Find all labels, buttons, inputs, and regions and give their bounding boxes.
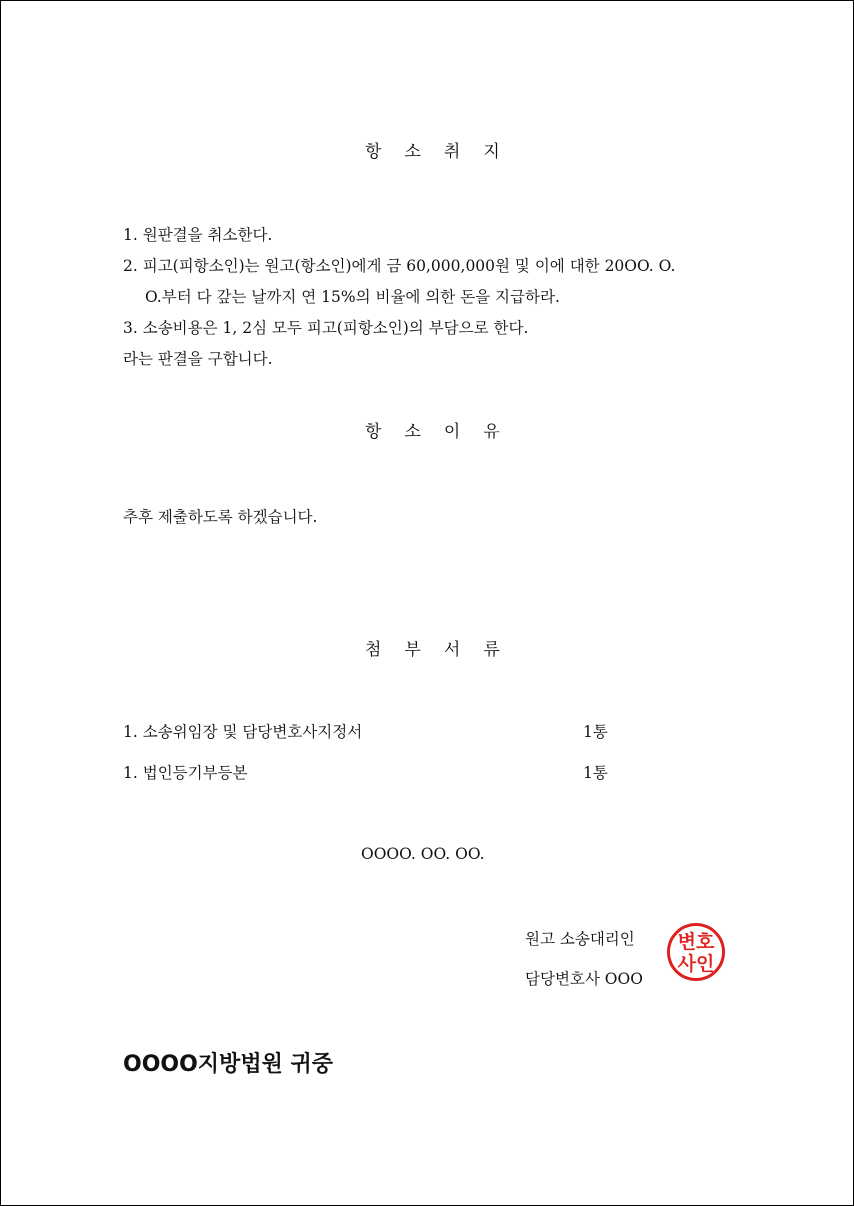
appeal-purpose-item-1: 1. 원판결을 취소한다. xyxy=(123,226,273,244)
appeal-purpose-heading xyxy=(365,137,501,162)
heading-char: 류 xyxy=(483,640,501,660)
court-addressee: OOOO지방법원 귀중 xyxy=(123,1052,333,1077)
appeal-reason-text: 추후 제출하도록 하겠습니다. xyxy=(123,508,318,526)
attachment-item-name: 1. 법인등기부등본 xyxy=(123,764,248,782)
signature-line-1: 원고 소송대리인 xyxy=(525,930,635,948)
heading-char: 부 xyxy=(404,640,422,660)
heading-char: 항 xyxy=(365,142,383,162)
seal-text-line: 사인 xyxy=(677,953,715,975)
appeal-purpose-closing: 라는 판결을 구합니다. xyxy=(123,350,273,368)
heading-char: 취 xyxy=(443,142,462,162)
document-date: OOOO. OO. OO. xyxy=(361,845,485,863)
heading-char: 서 xyxy=(443,640,462,660)
heading-char: 첨 xyxy=(365,640,383,660)
seal-text-line: 변호 xyxy=(677,931,715,953)
heading-char: 유 xyxy=(483,422,501,442)
signature-line-2: 담당변호사 OOO xyxy=(525,970,643,988)
attachment-item-count: 1통 xyxy=(583,764,608,782)
heading-char: 이 xyxy=(443,422,462,442)
heading-char: 소 xyxy=(404,422,422,442)
heading-char: 항 xyxy=(365,422,383,442)
heading-char: 소 xyxy=(404,142,422,162)
attachment-item-name: 1. 소송위임장 및 담당변호사지정서 xyxy=(123,723,363,741)
appeal-purpose-item-3: 3. 소송비용은 1, 2심 모두 피고(피항소인)의 부담으로 한다. xyxy=(123,319,529,337)
attachments-heading xyxy=(365,635,501,660)
appeal-purpose-item-2: 2. 피고(피항소인)는 원고(항소인)에게 금 60,000,000원 및 이에 대한 20OO. O. xyxy=(123,257,676,275)
appeal-purpose-item-2-cont: O.부터 다 갚는 날까지 연 15%의 비율에 의한 돈을 지급하라. xyxy=(145,288,560,306)
appeal-reason-heading xyxy=(365,417,501,442)
heading-char: 지 xyxy=(483,142,501,162)
attachment-item-count: 1통 xyxy=(583,723,608,741)
lawyer-seal-stamp xyxy=(667,923,725,981)
